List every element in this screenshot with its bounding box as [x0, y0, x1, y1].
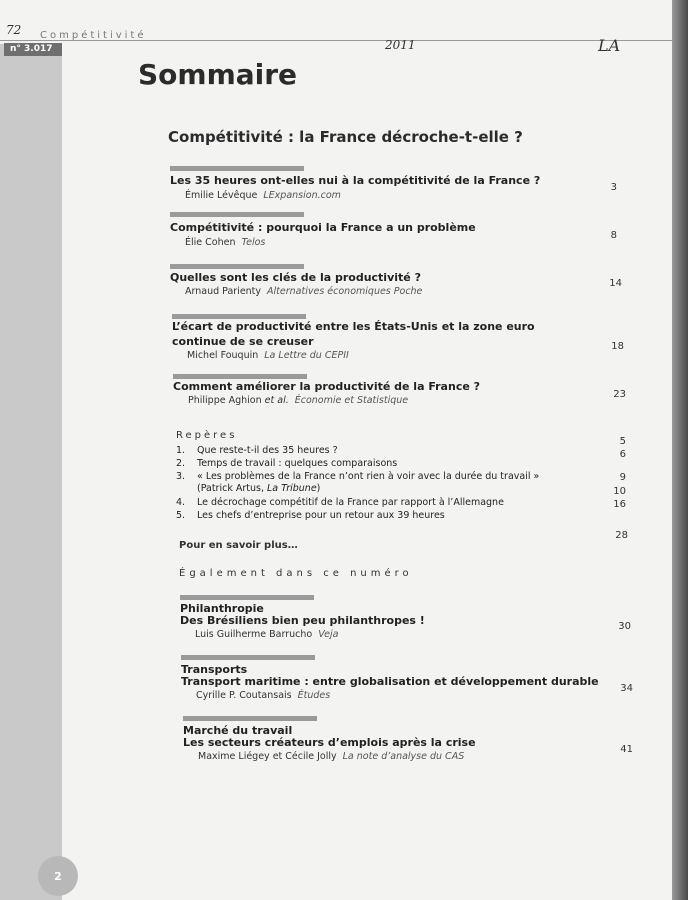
savoir-plus-page: 28 — [615, 530, 628, 541]
also-title[interactable]: Les secteurs créateurs d’emplois après la crise — [183, 736, 476, 749]
article-page: 8 — [610, 230, 617, 241]
article-source: LExpansion.com — [263, 190, 341, 201]
repere-text: Les chefs d’entreprise pour un retour aux 39 heures — [197, 510, 445, 521]
reperes-heading: Repères — [176, 430, 238, 441]
also-byline — [195, 629, 338, 640]
repere-item[interactable] — [176, 510, 445, 521]
repere-number: 2. — [176, 458, 186, 469]
article-author-suffix: et al. — [264, 395, 289, 406]
repere-item[interactable] — [176, 458, 397, 469]
article-title[interactable]: L’écart de productivité entre les États-Unis et la zone euro — [172, 320, 535, 333]
repere-number: 1. — [176, 445, 186, 456]
article-author: Philippe Aghion — [188, 395, 262, 406]
also-page: 34 — [620, 683, 633, 694]
handwritten-number: 72 — [6, 23, 22, 37]
also-title[interactable]: Transport maritime : entre globalisation et développement durable — [181, 675, 599, 688]
repere-text: Le décrochage compétitif de la France par rapport à l’Allemagne — [197, 497, 504, 508]
article-byline — [188, 395, 408, 406]
article-source: Alternatives économiques Poche — [267, 286, 423, 297]
also-page: 30 — [618, 621, 631, 632]
section-label: Compétitivité — [40, 30, 147, 41]
article-author: Arnaud Parienty — [185, 286, 262, 297]
repere-item[interactable] — [176, 445, 338, 456]
article-source: La Lettre du CEPII — [264, 350, 349, 361]
article-byline — [185, 286, 422, 297]
repere-item-continuation: (Patrick Artus, La Tribune) — [197, 483, 321, 494]
article-author: Michel Fouquin — [187, 350, 259, 361]
repere-page: 10 — [613, 486, 626, 497]
article-rule — [172, 314, 306, 319]
egalement-heading: Également dans ce numéro — [179, 568, 413, 579]
article-rule — [170, 166, 304, 171]
article-page: 18 — [611, 341, 624, 352]
article-author: Émilie Lévêque — [185, 190, 258, 201]
repere-page: 16 — [613, 499, 626, 510]
rubrique-label: Philanthropie — [180, 602, 264, 615]
also-source: Veja — [318, 629, 339, 640]
repere-item[interactable] — [176, 497, 504, 508]
also-source: La note d’analyse du CAS — [342, 751, 465, 762]
article-byline — [187, 350, 349, 361]
rubrique-rule — [180, 595, 314, 600]
article-page: 14 — [609, 278, 622, 289]
article-title-line2[interactable]: continue de se creuser — [172, 335, 314, 348]
repere-page: 5 — [619, 436, 626, 447]
repere-text: « Les problèmes de la France n’ont rien à voir avec la durée du travail » — [197, 471, 540, 482]
article-title[interactable]: Comment améliorer la productivité de la France ? — [173, 380, 481, 393]
article-source: Économie et Statistique — [294, 395, 409, 406]
article-byline — [185, 190, 341, 201]
also-author: Cyrille P. Coutansais — [196, 690, 292, 701]
repere-text: Temps de travail : quelques comparaisons — [197, 458, 398, 469]
article-rule — [170, 212, 304, 217]
issue-badge: n° 3.017 — [4, 43, 62, 56]
rubrique-rule — [181, 655, 315, 660]
article-page: 3 — [610, 182, 617, 193]
article-source: Telos — [241, 237, 266, 248]
article-title[interactable]: Quelles sont les clés de la productivité ? — [170, 271, 421, 284]
repere-page: 6 — [619, 449, 626, 460]
also-title[interactable]: Des Brésiliens bien peu philanthropes ! — [180, 614, 425, 627]
also-author: Luis Guilherme Barrucho — [195, 629, 313, 640]
also-byline — [196, 690, 330, 701]
page-number: 2 — [38, 856, 78, 896]
article-rule — [170, 264, 304, 269]
repere-page: 9 — [619, 472, 626, 483]
also-byline — [198, 751, 464, 762]
binding-shadow — [672, 0, 688, 900]
repere-text: Que reste-t-il des 35 heures ? — [197, 445, 338, 456]
article-title[interactable]: Compétitivité : pourquoi la France a un problème — [170, 221, 476, 234]
article-title[interactable]: Les 35 heures ont-elles nui à la compétitivité de la France ? — [170, 174, 541, 187]
repere-item[interactable] — [176, 471, 539, 482]
repere-number: 4. — [176, 497, 186, 508]
handwritten-year: 2011 — [385, 38, 416, 52]
page-title: Sommaire — [138, 58, 298, 91]
article-page: 23 — [613, 389, 626, 400]
also-author: Maxime Liégey et Cécile Jolly — [198, 751, 337, 762]
rubrique-label: Marché du travail — [183, 724, 293, 737]
also-page: 41 — [620, 744, 633, 755]
handwritten-initials: LA — [598, 36, 621, 55]
repere-number: 5. — [176, 510, 186, 521]
savoir-plus-link[interactable]: Pour en savoir plus… — [179, 540, 298, 551]
repere-number: 3. — [176, 471, 186, 482]
also-source: Études — [297, 690, 331, 701]
rubrique-label: Transports — [181, 663, 248, 676]
article-author: Élie Cohen — [185, 237, 236, 248]
article-rule — [173, 374, 307, 379]
article-byline — [185, 237, 265, 248]
side-band — [0, 44, 62, 900]
rubrique-rule — [183, 716, 317, 721]
dossier-title: Compétitivité : la France décroche-t-elle ? — [168, 128, 523, 146]
